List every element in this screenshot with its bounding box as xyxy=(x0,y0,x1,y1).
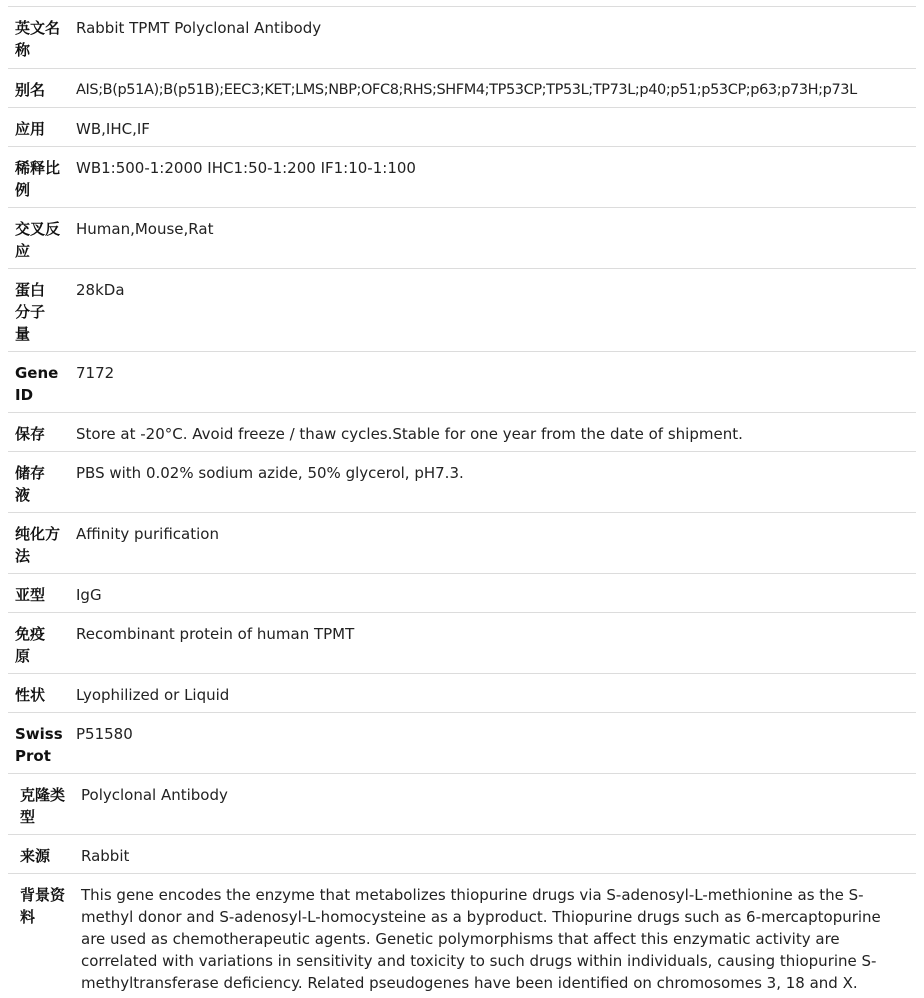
spec-label: 别名 xyxy=(15,81,46,99)
product-spec-table xyxy=(8,6,916,998)
spec-value: Human,Mouse,Rat xyxy=(76,220,214,238)
spec-label: 纯化方法 xyxy=(15,525,61,565)
spec-value: Store at -20°C. Avoid freeze / thaw cycles.Stable for one year from the date of shipment. xyxy=(76,425,743,443)
spec-row-alias xyxy=(8,68,916,107)
spec-row-dilution xyxy=(8,146,916,207)
spec-value: Polyclonal Antibody xyxy=(81,786,228,804)
spec-label: 交叉反应 xyxy=(15,220,61,260)
spec-value: This gene encodes the enzyme that metabolizes thiopurine drugs via S-adenosyl-L-methionine as the S-methyl donor and S-adenosyl-L-homocysteine as a byproduct. Thiopurine drugs such as 6-mercaptopurine are used as chemotherapeutic agents. Genetic polymorphisms that affect this enzymatic activity are correlated with variations in sensitivity and toxicity to such drugs within individuals, causing thiopurine S-methyltransferase deficiency. Related pseudogenes have been identified on chromosomes 3, 18 and X. xyxy=(81,886,881,992)
spec-row-isotype xyxy=(8,573,916,612)
spec-value: Affinity purification xyxy=(76,525,219,543)
spec-label: 性状 xyxy=(15,686,46,704)
spec-label: 应用 xyxy=(15,120,46,138)
spec-row-clonality xyxy=(8,773,916,834)
spec-row-molecular-weight xyxy=(8,268,916,351)
spec-label: 背景资料 xyxy=(20,886,66,926)
spec-value: Rabbit xyxy=(81,847,130,865)
spec-label: 英文名称 xyxy=(15,19,61,59)
spec-row-purification xyxy=(8,512,916,573)
spec-label: Gene ID xyxy=(15,364,59,404)
spec-label: 稀释比例 xyxy=(15,159,61,199)
spec-value: WB1:500-1:2000 IHC1:50-1:200 IF1:10-1:100 xyxy=(76,159,416,177)
spec-row-application xyxy=(8,107,916,146)
spec-label: 免疫原 xyxy=(15,625,46,665)
spec-value: WB,IHC,IF xyxy=(76,120,150,138)
spec-label: 亚型 xyxy=(15,586,46,604)
spec-row-cross-reactivity xyxy=(8,207,916,268)
spec-value: Recombinant protein of human TPMT xyxy=(76,625,355,643)
spec-label: Swiss Prot xyxy=(15,725,63,765)
spec-row-immunogen xyxy=(8,612,916,673)
spec-row-form xyxy=(8,673,916,712)
spec-value: IgG xyxy=(76,586,102,604)
spec-value: 7172 xyxy=(76,364,115,382)
spec-row-storage-buffer xyxy=(8,451,916,512)
spec-label: 克隆类型 xyxy=(20,786,66,826)
spec-label: 保存 xyxy=(15,425,46,443)
spec-value: Rabbit TPMT Polyclonal Antibody xyxy=(76,19,322,37)
spec-value: 28kDa xyxy=(76,281,125,299)
spec-row-background xyxy=(8,873,916,998)
spec-row-gene-id xyxy=(8,351,916,412)
spec-row-english-name xyxy=(8,6,916,68)
spec-value: P51580 xyxy=(76,725,133,743)
spec-row-host xyxy=(8,834,916,873)
spec-row-storage xyxy=(8,412,916,451)
spec-value: AIS;B(p51A);B(p51B);EEC3;KET;LMS;NBP;OFC8;RHS;SHFM4;TP53CP;TP53L;TP73L;p40;p51;p53CP;p63;p73H;p73L xyxy=(76,82,857,98)
spec-row-swiss-prot xyxy=(8,712,916,773)
spec-label: 储存液 xyxy=(15,464,46,504)
spec-value: PBS with 0.02% sodium azide, 50% glycerol, pH7.3. xyxy=(76,464,464,482)
spec-label: 来源 xyxy=(20,847,51,865)
spec-label: 蛋白分子量 xyxy=(15,281,46,343)
spec-value: Lyophilized or Liquid xyxy=(76,686,230,704)
